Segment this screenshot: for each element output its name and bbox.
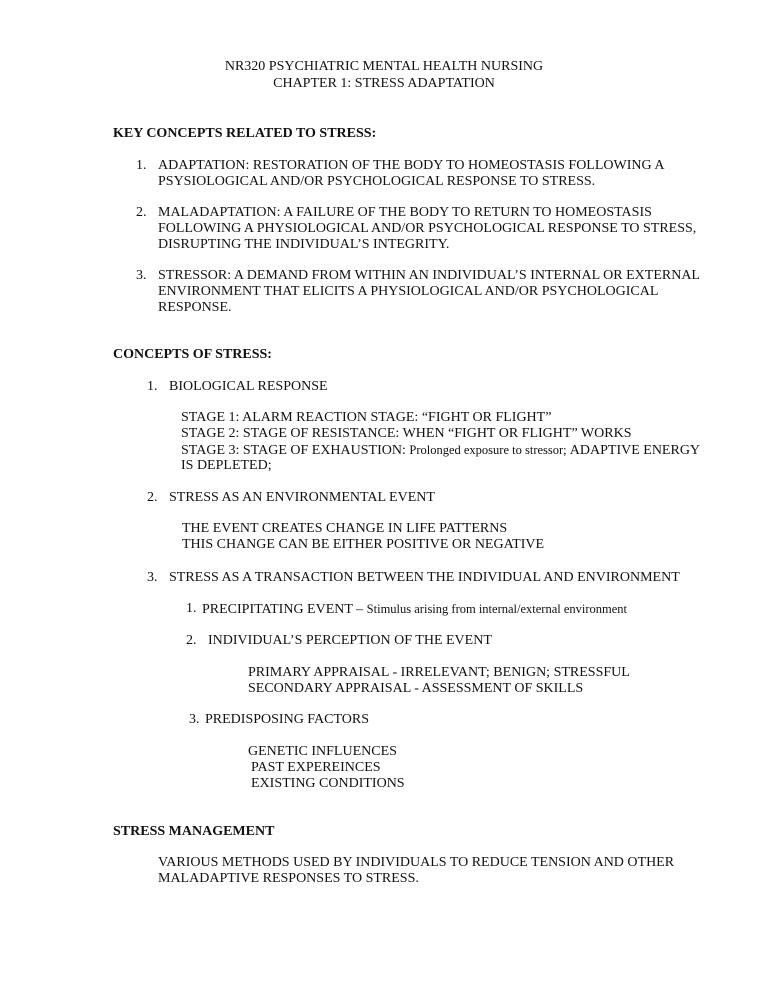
- stage-3-energy: ADAPTIVE ENERGY: [569, 443, 701, 458]
- perception-title: INDIVIDUAL’S PERCEPTION OF THE EVENT: [208, 633, 492, 648]
- key-concept-1-number: 1.: [136, 158, 147, 173]
- predisposing-factor: GENETIC INFLUENCES: [248, 744, 397, 759]
- precipitating-label: PRECIPITATING EVENT –: [202, 602, 367, 617]
- key-concept-2-line: MALADAPTATION: A FAILURE OF THE BODY TO RETURN TO HOMEOSTASIS: [158, 205, 652, 220]
- biological-title: BIOLOGICAL RESPONSE: [169, 379, 328, 394]
- key-concept-3-line: RESPONSE.: [158, 300, 232, 315]
- management-heading: STRESS MANAGEMENT: [113, 824, 275, 839]
- stage-2: STAGE 2: STAGE OF RESISTANCE: WHEN “FIGHT OR FLIGHT” WORKS: [181, 426, 632, 441]
- concepts-heading: CONCEPTS OF STRESS:: [113, 347, 272, 362]
- key-concept-1-line: PSYSIOLOGICAL AND/OR PSYCHOLOGICAL RESPONSE TO STRESS.: [158, 174, 596, 189]
- perception-number: 2.: [186, 633, 197, 648]
- key-concept-2-number: 2.: [136, 205, 147, 220]
- predisposing-factor: PAST EXPEREINCES: [251, 760, 381, 775]
- precipitating-detail: Stimulus arising from internal/external environment: [366, 602, 628, 616]
- management-line: VARIOUS METHODS USED BY INDIVIDUALS TO REDUCE TENSION AND OTHER: [158, 855, 675, 870]
- stage-3-label: STAGE 3: STAGE OF EXHAUSTION:: [181, 443, 410, 458]
- environmental-number: 2.: [147, 490, 158, 505]
- predisposing-factor: EXISTING CONDITIONS: [251, 776, 405, 791]
- precipitating-event: [202, 601, 627, 618]
- chapter-title: CHAPTER 1: STRESS ADAPTATION: [273, 76, 495, 91]
- stage-1: STAGE 1: ALARM REACTION STAGE: “FIGHT OR FLIGHT”: [181, 410, 552, 425]
- key-concept-3-line: ENVIRONMENT THAT ELICITS A PHYSIOLOGICAL AND/OR PSYCHOLOGICAL: [158, 284, 659, 299]
- secondary-appraisal: SECONDARY APPRAISAL - ASSESSMENT OF SKILLS: [248, 681, 584, 696]
- key-concept-2-line: FOLLOWING A PHYSIOLOGICAL AND/OR PSYCHOLOGICAL RESPONSE TO STRESS,: [158, 221, 697, 236]
- predisposing-number: 3.: [189, 712, 200, 727]
- key-concept-3-number: 3.: [136, 268, 147, 283]
- key-concept-2-line: DISRUPTING THE INDIVIDUAL’S INTEGRITY.: [158, 237, 450, 252]
- precipitating-number: 1.: [186, 601, 197, 616]
- stage-3-detail: Prolonged exposure to stressor;: [409, 443, 570, 457]
- primary-appraisal: PRIMARY APPRAISAL - IRRELEVANT; BENIGN; STRESSFUL: [248, 665, 630, 680]
- key-concept-3-line: STRESSOR: A DEMAND FROM WITHIN AN INDIVIDUAL’S INTERNAL OR EXTERNAL: [158, 268, 700, 283]
- environmental-line: THIS CHANGE CAN BE EITHER POSITIVE OR NEGATIVE: [182, 537, 545, 552]
- environmental-title: STRESS AS AN ENVIRONMENTAL EVENT: [169, 490, 435, 505]
- predisposing-title: PREDISPOSING FACTORS: [205, 712, 370, 727]
- key-concept-1-line: ADAPTATION: RESTORATION OF THE BODY TO HOMEOSTASIS FOLLOWING A: [158, 158, 665, 173]
- stage-3: [181, 442, 700, 459]
- transaction-number: 3.: [147, 570, 158, 585]
- transaction-title: STRESS AS A TRANSACTION BETWEEN THE INDIVIDUAL AND ENVIRONMENT: [169, 570, 680, 585]
- course-title: NR320 PSYCHIATRIC MENTAL HEALTH NURSING: [224, 59, 544, 74]
- management-line: MALADAPTIVE RESPONSES TO STRESS.: [158, 871, 419, 886]
- key-concepts-heading: KEY CONCEPTS RELATED TO STRESS:: [113, 126, 377, 141]
- stage-3-continued: IS DEPLETED;: [181, 458, 272, 473]
- biological-number: 1.: [147, 379, 158, 394]
- environmental-line: THE EVENT CREATES CHANGE IN LIFE PATTERNS: [182, 521, 508, 536]
